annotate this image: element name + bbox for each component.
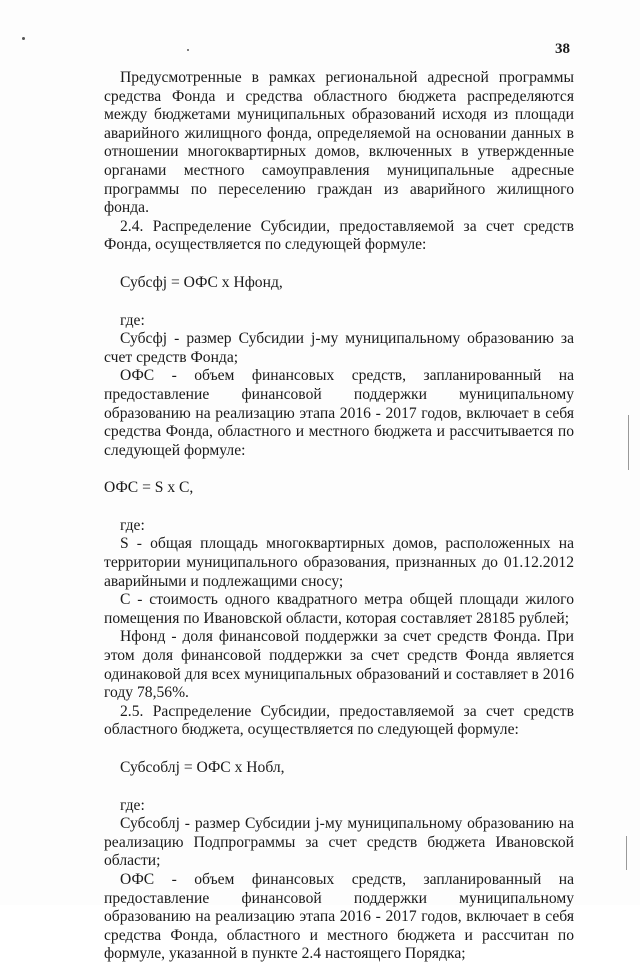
scan-edge-line xyxy=(628,415,629,470)
where-label: где: xyxy=(120,516,145,534)
scan-speck xyxy=(22,37,25,40)
formula-ofs: ОФС = S х С, xyxy=(104,479,194,497)
page-number: 38 xyxy=(555,41,570,57)
definition-ofs-2: ОФС - объем финансовых средств, запланированный на предоставление финансовой поддержки муниципальному образованию на реализацию этапа 2016 - 2017 годов, включает в себя средства Фонда, областного и местного бюджета и рассчитан по формуле, указанной в пункте 2.4 настоящего Порядка; xyxy=(104,870,574,963)
formula-subsobl: Субсоблj = ОФС х Нобл, xyxy=(120,759,285,776)
page-body xyxy=(104,69,574,964)
definition-c: С - стоимость одного квадратного метра общей площади жилого помещения по Ивановской области, которая составляет 28185 рублей; xyxy=(104,591,574,627)
scan-speck xyxy=(187,49,189,51)
paragraph-2-5: 2.5. Распределение Субсидии, предоставляемой за счет средств областного бюджета, осуществляется по следующей формуле: xyxy=(104,702,574,739)
definition-subsobl: Субсоблj - размер Субсидии j-му муниципальному образованию на реализацию Подпрограммы за счет средств бюджета Ивановской области; xyxy=(104,815,574,870)
definition-ofs: ОФС - объем финансовых средств, запланированный на предоставление финансовой поддержки муниципальному образованию на реализацию этапа 2016 - 2017 годов, включает в себя средства Фонда, областного и местного бюджета и рассчитывается по следующей формуле: xyxy=(104,367,574,459)
formula-subsf: Субсфj = ОФС х Нфонд, xyxy=(120,273,283,291)
where-label: где: xyxy=(120,796,145,814)
paragraph-2-4: 2.4. Распределение Субсидии, предоставляемой за счет средств Фонда, осуществляется по следующей формуле: xyxy=(104,217,574,254)
scan-edge-line xyxy=(626,836,627,870)
where-label: где: xyxy=(120,311,145,329)
definition-nfond: Нфонд - доля финансовой поддержки за счет средств Фонда. При этом доля финансовой поддержки за счет средств Фонда является одинаковой для всех муниципальных образований и составляет в 2016 году 78,56%. xyxy=(104,628,574,702)
definition-subsf: Субсфj - размер Субсидии j-му муниципальному образованию за счет средств Фонда; xyxy=(104,330,574,366)
definition-s: S - общая площадь многоквартирных домов, расположенных на территории муниципального образования, признанных до 01.12.2012 аварийными и подлежащими сносу; xyxy=(104,535,574,590)
paragraph-intro: Предусмотренные в рамках региональной адресной программы средства Фонда и средства областного бюджета распределяются между бюджетами муниципальных образований исходя из площади аварийного жилищного фонда, определяемой на основании данных в отношении многоквартирных домов, включенных в утвержденные органами местного самоуправления муниципальные адресные программы по переселению граждан из аварийного жилищного фонда. xyxy=(104,69,574,217)
